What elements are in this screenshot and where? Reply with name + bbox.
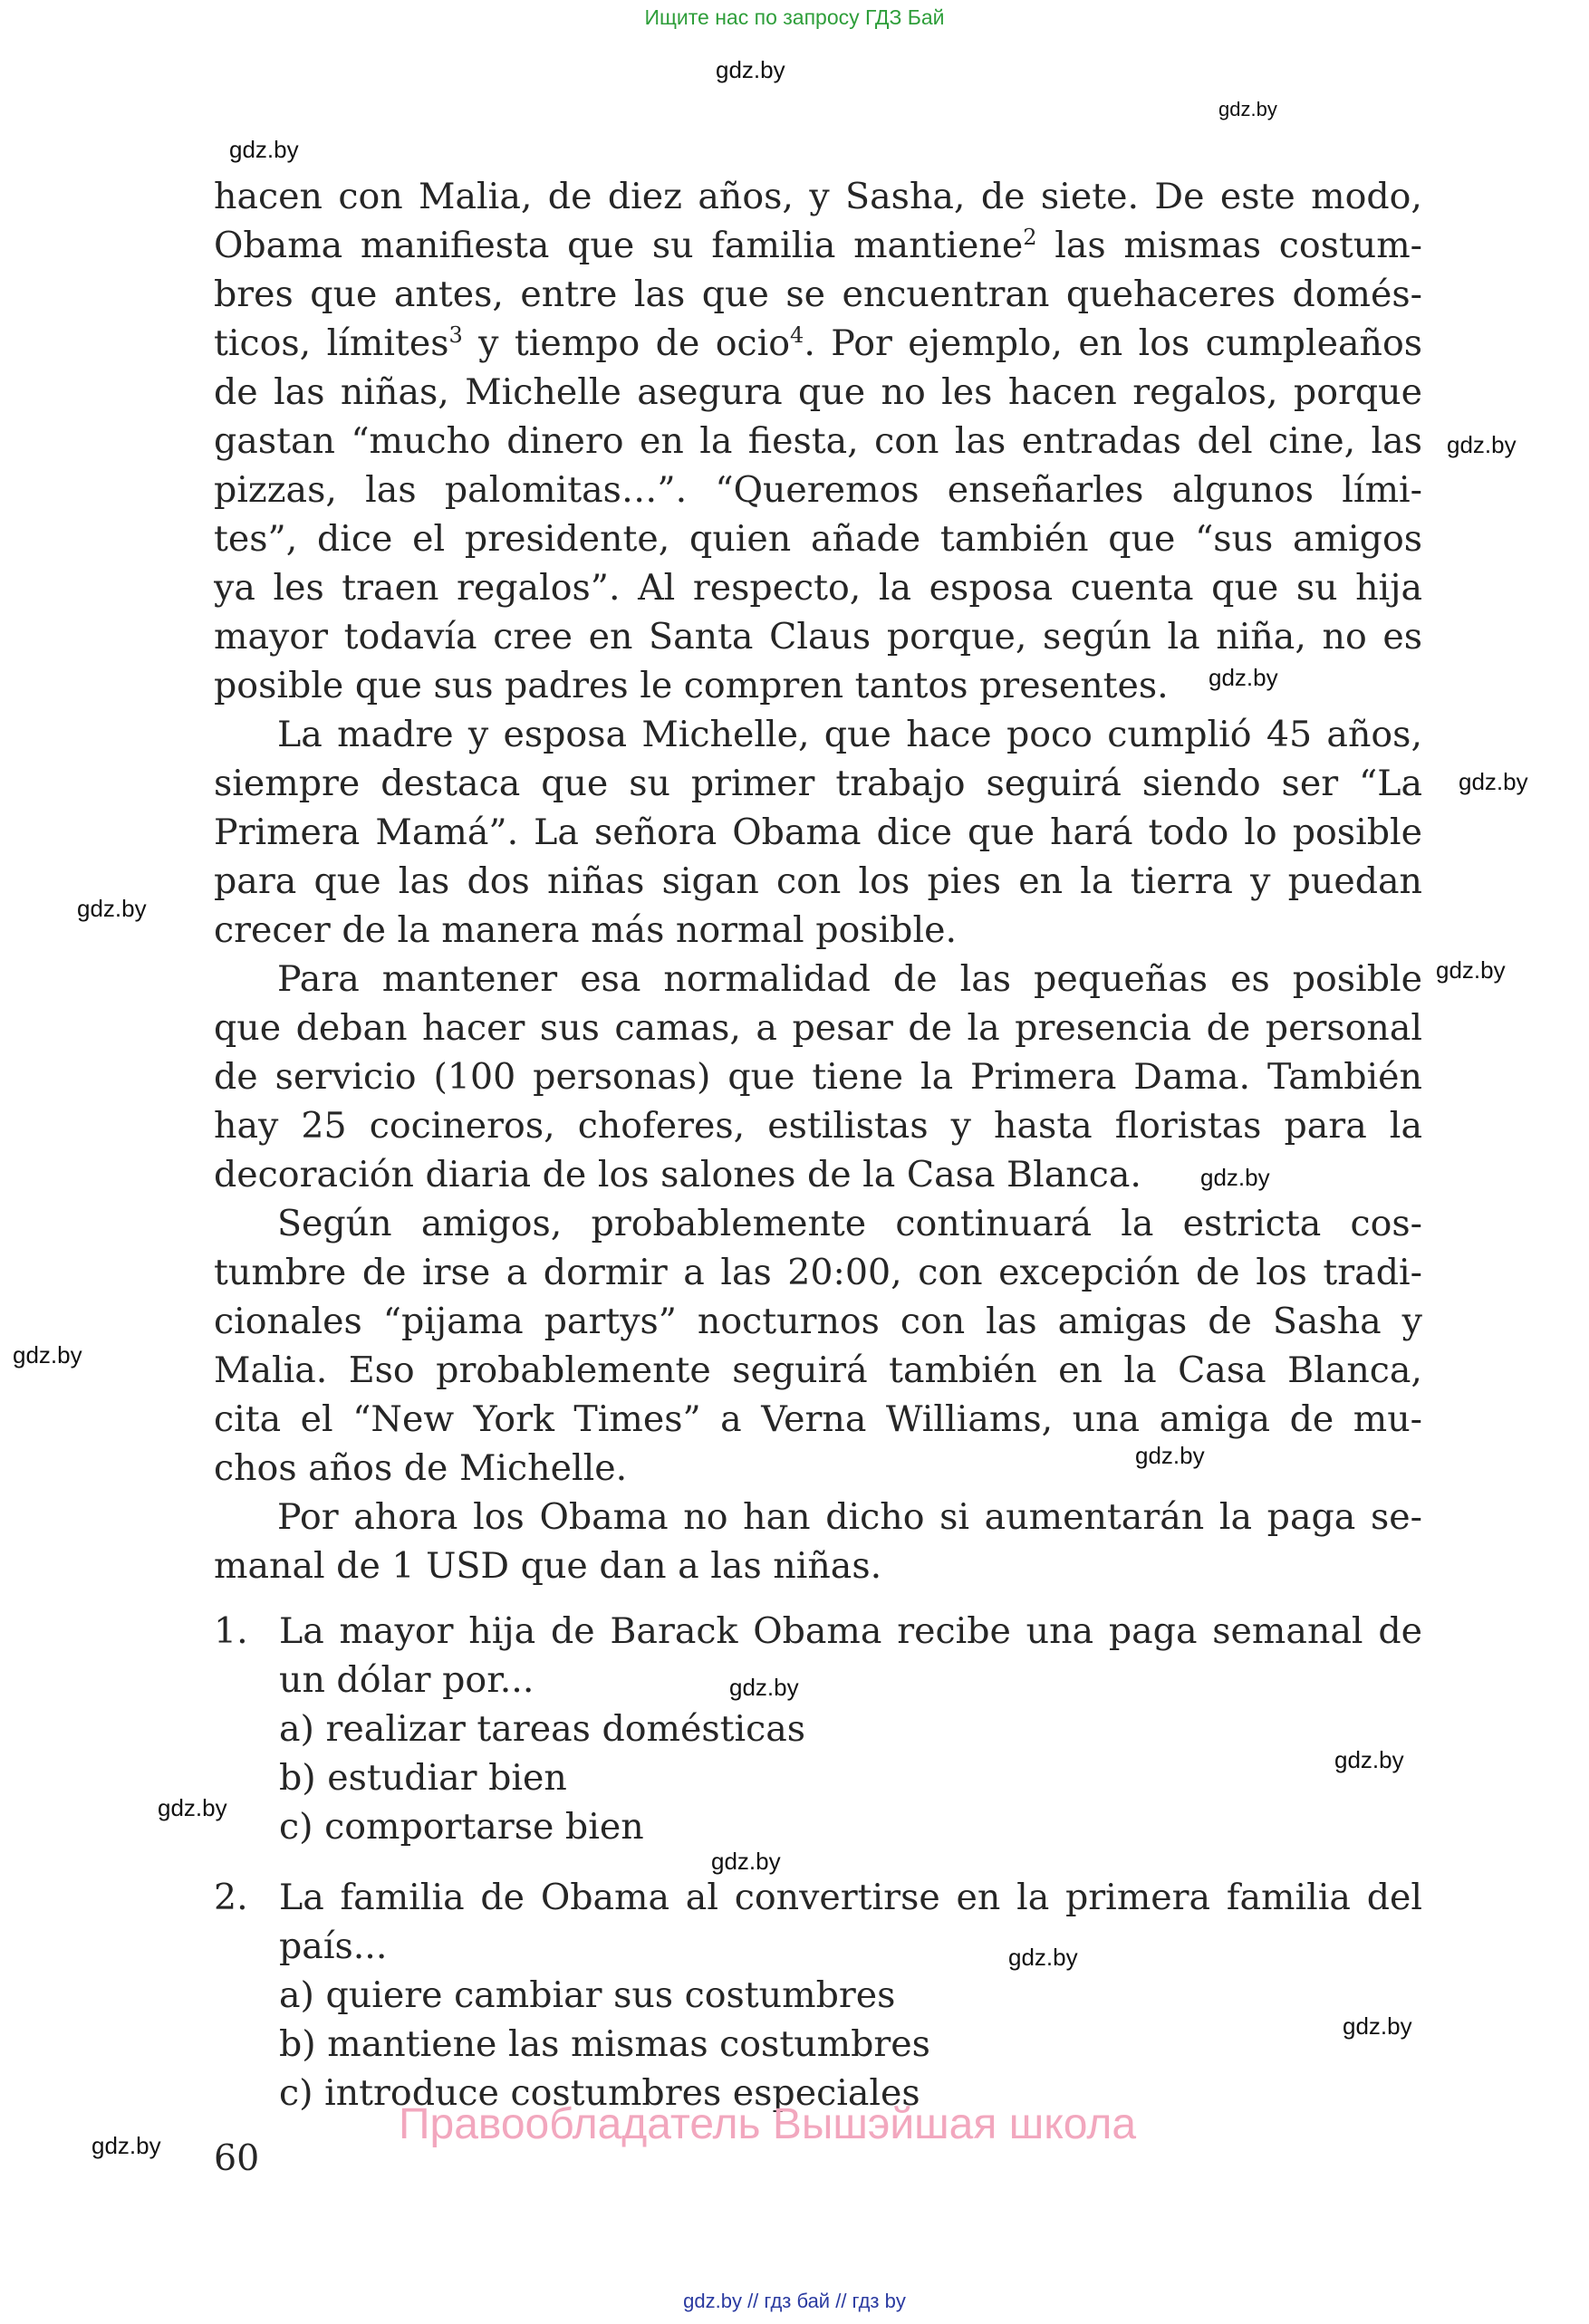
text-line: crecer de la manera más normal posible.: [214, 909, 958, 951]
text-line: gastan “mucho dinero en la fiesta, con las entradas del cine, las: [214, 420, 1422, 462]
watermark: gdz.by: [1200, 1164, 1270, 1191]
footnote-marker: 2: [1023, 225, 1037, 250]
text-line: Obama manifiesta que su familia mantiene$^2$ las mismas costum-: [214, 225, 1422, 266]
watermark: gdz.by: [711, 1848, 781, 1875]
article-body: [214, 172, 1422, 1590]
watermark: gdz.by: [229, 136, 299, 163]
watermark: gdz.by: [729, 1674, 799, 1701]
text-line: cionales “pijama partys” nocturnos con las amigas de Sasha y: [214, 1301, 1422, 1342]
text-line: Para mantener esa normalidad de las pequeñas es posible: [277, 958, 1422, 1000]
watermark: gdz.by: [716, 56, 785, 83]
watermark: gdz.by: [91, 2132, 161, 2159]
footnote-marker: 4: [790, 322, 804, 348]
text-line: ya les traen regalos”. Al respecto, la esposa cuenta que su hija: [214, 567, 1422, 609]
text-line: cita el “New York Times” a Verna Williams, una amiga de mu-: [214, 1398, 1422, 1440]
top-banner[interactable]: Ищите нас по запросу ГДЗ Бай: [644, 5, 945, 29]
question-number: 2.: [214, 1877, 248, 1918]
footer-links[interactable]: gdz.by // гдз бай // гдз by: [683, 2290, 906, 2312]
text-line: hacen con Malia, de diez años, y Sasha, de siete. De este modo,: [214, 176, 1422, 217]
text-line: tumbre de irse a dormir a las 20:00, con excepción de los tradi-: [214, 1252, 1422, 1293]
watermark: gdz.by: [1334, 1746, 1404, 1773]
answer-option[interactable]: b) mantiene las mismas costumbres: [279, 2023, 930, 2065]
text-line: Primera Mamá”. La señora Obama dice que hará todo lo posible: [214, 811, 1422, 853]
text-line: mayor todavía cree en Santa Claus porque, según la niña, no es: [214, 616, 1422, 658]
watermark: gdz.by: [1447, 431, 1517, 458]
watermark: gdz.by: [1008, 1944, 1078, 1971]
text-line: bres que antes, entre las que se encuentran quehaceres domés-: [214, 274, 1422, 315]
watermark: gdz.by: [1135, 1442, 1205, 1469]
text-line: ticos, límites$^3$ y tiempo de ocio$^4$. Por ejemplo, en los cumpleaños: [214, 322, 1422, 364]
footnote-marker: 3: [448, 322, 463, 348]
text-line: La madre y esposa Michelle, que hace poco cumplió 45 años,: [277, 714, 1422, 755]
watermark: gdz.by: [1209, 664, 1278, 691]
answer-option[interactable]: b) estudiar bien: [279, 1757, 567, 1799]
question-number: 1.: [214, 1610, 248, 1652]
watermark: gdz.by: [158, 1794, 227, 1821]
text-line: hay 25 cocineros, choferes, estilistas y hasta floristas para la: [214, 1105, 1422, 1147]
question-2: [214, 1873, 1422, 2118]
text-line: que deban hacer sus camas, a pesar de la presencia de personal: [214, 1007, 1422, 1049]
question-text: La mayor hija de Barack Obama recibe una paga semanal de: [279, 1610, 1422, 1652]
text-line: de servicio (100 personas) que tiene la Primera Dama. También: [214, 1056, 1422, 1098]
text-line: siempre destaca que su primer trabajo seguirá siendo ser “La: [214, 763, 1422, 804]
text-line: Según amigos, probablemente continuará la estricta cos-: [277, 1203, 1422, 1244]
watermark: gdz.by: [77, 895, 147, 922]
answer-option[interactable]: c) introduce costumbres especiales: [279, 2072, 920, 2114]
rights-notice: Правообладатель Вышэйшая школа: [399, 2100, 1137, 2148]
question-text: La familia de Obama al convertirse en la primera familia del: [279, 1877, 1422, 1918]
watermark: gdz.by: [1343, 2012, 1412, 2040]
text-line: pizzas, las palomitas…”. “Queremos enseñarles algunos lími-: [214, 469, 1422, 511]
watermark: gdz.by: [1459, 768, 1528, 795]
question-text: un dólar por...: [279, 1659, 534, 1701]
text-line: manal de 1 USD que dan a las niñas.: [214, 1545, 882, 1587]
watermark: gdz.by: [13, 1341, 82, 1368]
answer-option[interactable]: a) quiere cambiar sus costumbres: [279, 1974, 896, 2016]
answer-option[interactable]: a) realizar tareas domésticas: [279, 1708, 806, 1750]
text-line: de las niñas, Michelle asegura que no les hacen regalos, porque: [214, 371, 1422, 413]
watermark: gdz.by: [1436, 956, 1506, 984]
text-line: Malia. Eso probablemente seguirá también en la Casa Blanca,: [214, 1349, 1422, 1391]
text-line: tes”, dice el presidente, quien añade también que “sus amigos: [214, 518, 1422, 560]
text-line: posible que sus padres le compren tantos presentes.: [214, 665, 1169, 706]
answer-option[interactable]: c) comportarse bien: [279, 1806, 644, 1848]
question-1: [214, 1607, 1422, 1851]
question-text: país...: [279, 1925, 388, 1967]
text-line: decoración diaria de los salones de la Casa Blanca.: [214, 1154, 1141, 1196]
watermark: gdz.by: [1218, 98, 1277, 120]
text-line: chos años de Michelle.: [214, 1447, 628, 1489]
text-line: Por ahora los Obama no han dicho si aumentarán la paga se-: [277, 1496, 1422, 1538]
text-line: para que las dos niñas sigan con los pies en la tierra y puedan: [214, 860, 1422, 902]
page-number: 60: [214, 2137, 260, 2179]
